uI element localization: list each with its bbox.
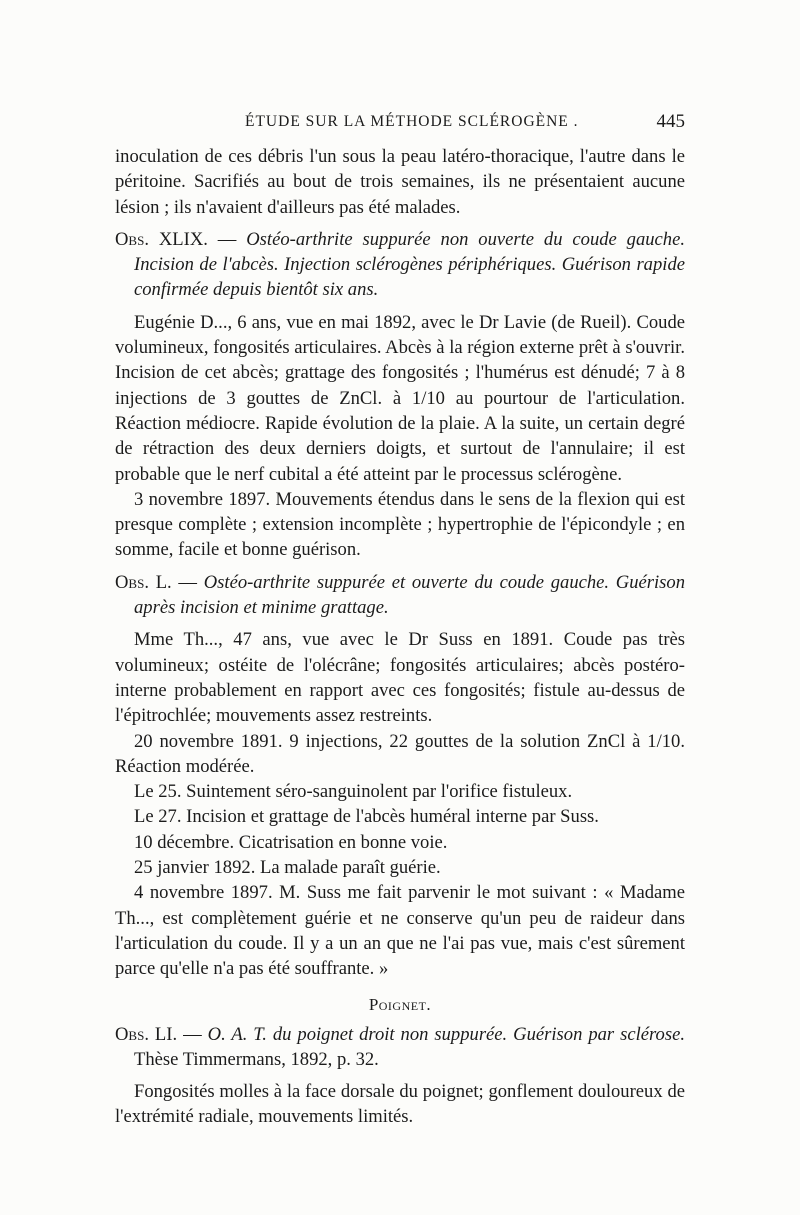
page-number: 445 (656, 111, 685, 132)
paragraph: Le 25. Suintement séro-sanguinolent par l'orifice fistuleux. (134, 781, 573, 803)
observation-heading-50 (115, 570, 685, 621)
paragraph: inoculation de ces débris l'un sous la peau latéro-thoracique, l'autre dans le péritoine. Sacrifiés au bout de trois semaines, ils ne présentaient aucune lésion ; ils n'avaient d'ailleurs pas été malades. (115, 146, 685, 218)
paragraph: 20 novembre 1891. 9 injections, 22 gouttes de la solution ZnCl à 1/10. Réaction modérée. (115, 730, 685, 777)
observation-title: Ostéo-arthrite suppurée non ouverte du coude gauche. Incision de l'abcès. Injection sclérogènes périphériques. Guérison rapide confirmée depuis bientôt six ans. (134, 228, 686, 301)
paragraph: Mme Th..., 47 ans, vue avec le Dr Suss en 1891. Coude pas très volumineux; ostéite de l'olécrâne; fongosités articulaires; abcès postéro-interne probablement en rapport avec ces fongosités; fistule au-dessus de l'épitrochlée; mouvements assez restreints. (115, 629, 685, 727)
running-head (115, 113, 685, 139)
paragraph: 4 novembre 1897. M. Suss me fait parvenir le mot suivant : « Madame Th..., est complètement guérie et ne conserve qu'un peu de raideur dans l'articulation du coude. Il y a un an que ne l'ai pas vue, mais c'est sûrement parce qu'elle n'a pas été souffrante. » (115, 882, 685, 980)
observation-heading-49 (115, 227, 685, 303)
observation-label: Obs. XLIX. — (115, 228, 237, 250)
section-heading: Poignet. (368, 994, 432, 1014)
observation-reference: Thèse Timmermans, 1892, p. 32. (134, 1048, 379, 1070)
paragraph: 10 décembre. Cicatrisation en bonne voie. (134, 831, 448, 853)
observation-title: Ostéo-arthrite suppurée et ouverte du coude gauche. Guérison après incision et minime grattage. (134, 571, 685, 619)
observation-heading-51 (115, 1022, 685, 1073)
paragraph: Fongosités molles à la face dorsale du poignet; gonflement douloureux de l'extrémité radiale, mouvements limités. (115, 1081, 685, 1128)
paragraph: Eugénie D..., 6 ans, vue en mai 1892, avec le Dr Lavie (de Rueil). Coude volumineux, fongosités articulaires. Abcès à la région externe prêt à s'ouvrir. Incision de cet abcès; grattage des fongosités ; l'humérus est dénudé; 7 à 8 injections de 3 gouttes de ZnCl. à 1/10 au pourtour de l'articulation. Réaction médiocre. Rapide évolution de la plaie. A la suite, un certain degré de rétraction des deux derniers doigts, et surtout de l'annulaire; il est probable que le nerf cubital a été atteint par le processus sclérogène. (115, 311, 685, 485)
observation-label: Obs. L. — (115, 571, 198, 593)
paragraph: 3 novembre 1897. Mouvements étendus dans le sens de la flexion qui est presque complète ; extension incomplète ; hypertrophie de l'épicondyle ; en somme, facile et bonne guérison. (115, 488, 685, 561)
page-body (115, 144, 685, 1130)
paragraph: Le 27. Incision et grattage de l'abcès huméral interne par Suss. (134, 806, 599, 828)
observation-title: O. A. T. du poignet droit non suppurée. Guérison par sclérose. (207, 1023, 685, 1045)
running-head-title: ÉTUDE SUR LA MÉTHODE SCLÉROGÈNE . (245, 113, 579, 130)
observation-label: Obs. LI. — (115, 1023, 202, 1045)
paragraph: 25 janvier 1892. La malade paraît guérie. (134, 857, 441, 879)
